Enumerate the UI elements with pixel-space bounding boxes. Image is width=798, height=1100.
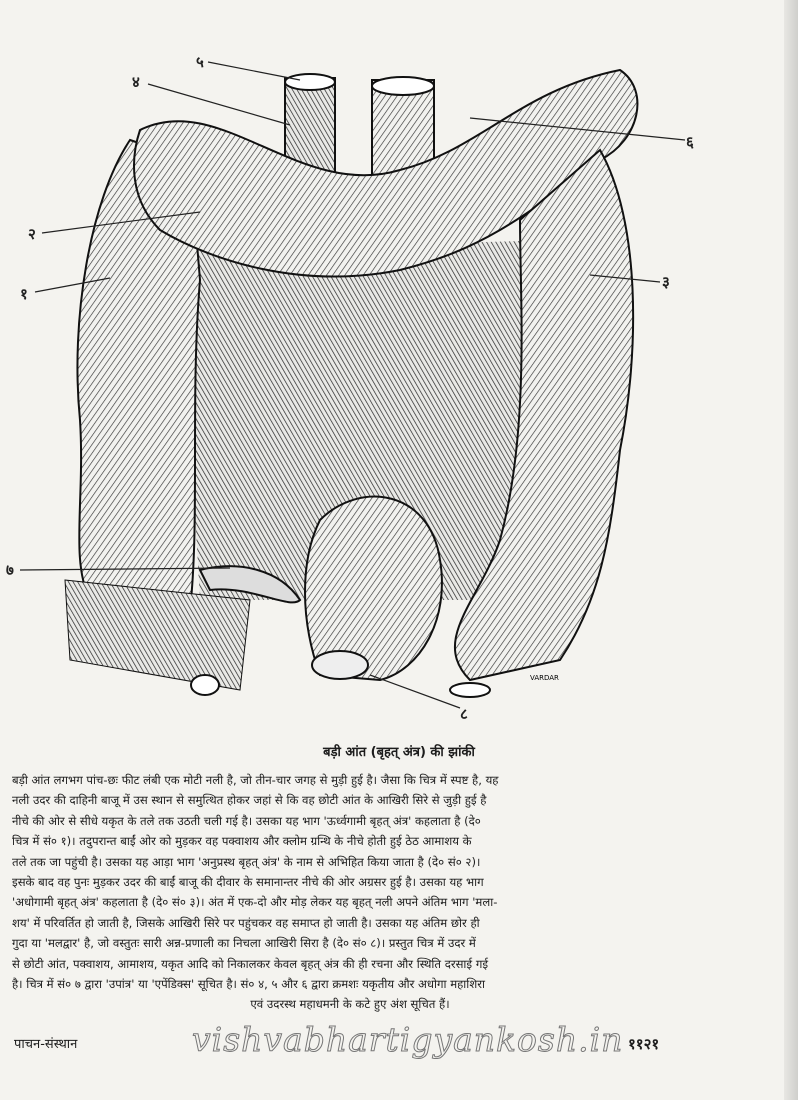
text-line: इसके बाद वह पुनः मुड़कर उदर की बाईं बाजू की दीवार के समानान्तर नीचे की ओर अग्रसर हुई है। उसका यह भाग <box>12 875 484 890</box>
label-5: ५ <box>196 53 204 71</box>
text-line: तले तक जा पहुंची है। उसका यह आड़ा भाग 'अनुप्रस्थ बृहत् अंत्र' के नाम से अभिहित किया जाता है (दे० सं० २)। <box>12 854 481 869</box>
label-4: ४ <box>132 73 140 91</box>
section-title: पाचन-संस्थान <box>14 1037 78 1052</box>
label-8: ८ <box>460 705 468 723</box>
muscle-section <box>65 580 250 690</box>
text-line: नली उदर की दाहिनी बाजू में उस स्थान से समुत्थित होकर जहां से कि वह छोटी आंत के आखिरी सिरे से जुड़ी हुई है <box>12 793 487 808</box>
label-3: ३ <box>662 273 670 291</box>
text-line: एवं उदरस्थ महाधमनी के कटे हुए अंश सूचित हैं। <box>250 997 450 1012</box>
body-paragraph <box>12 770 688 1015</box>
text-line: से छोटी आंत, पक्वाशय, आमाशय, यकृत आदि को निकालकर केवल बृहत् अंत्र की ही रचना और स्थिति दरसाई गई <box>12 956 489 971</box>
label-6: ६ <box>686 133 694 151</box>
text-line: शय' में परिवर्तित हो जाती है, जिसके आखिरी सिरे पर पहुंचकर वह समाप्त हो जाती है। उसका यह अंतिम छोर ही <box>12 915 480 930</box>
label-7: ७ <box>6 561 14 579</box>
text-line: 'अधोगामी बृहत् अंत्र' कहलाता है (दे० सं० ३)। अंत में एक-दो और मोड़ लेकर यह बृहत् नली अपने अंतिम भाग 'मला- <box>12 895 498 910</box>
artist-signature: VARDAR <box>530 674 559 682</box>
watermark: vishvabhartigyankosh.in <box>192 1020 624 1059</box>
label-1: १ <box>20 285 28 303</box>
figure-caption: बड़ी आंत (बृहत् अंत्र) की झांकी <box>323 745 475 760</box>
text-line: है। चित्र में सं० ७ द्वारा 'उपांत्र' या 'एपेंडिक्स' सूचित है। सं० ४, ५ और ६ द्वारा क्रमशः यकृतीय और अधोगा महाशिरा <box>12 977 485 992</box>
label-2: २ <box>28 225 36 243</box>
text-line: चित्र में सं० १)। तदुपरान्त बाईं ओर को मुड़कर वह पक्वाशय और क्लोम ग्रन्थि के नीचे होती हुई ठेठ आमाशय के <box>12 834 472 849</box>
page-number: ११२१ <box>628 1035 660 1053</box>
text-line: बड़ी आंत लगभग पांच-छः फीट लंबी एक मोटी नली है, जो तीन-चार जगह से मुड़ी हुई है। जैसा कि चित्र में स्पष्ट है, यह <box>12 773 499 787</box>
text-line: नीचे की ओर से सीधे यकृत के तले तक उठती चली गई है। उसका यह भाग 'ऊर्ध्वगामी बृहत् अंत्र' कहलाता है (दे० <box>12 813 481 828</box>
text-line: गुदा या 'मलद्वार' है, जो वस्तुतः सारी अन्न-प्रणाली का निचला आखिरी सिरा है (दे० सं० ८)। प्रस्तुत चित्र में उदर में <box>12 936 476 951</box>
